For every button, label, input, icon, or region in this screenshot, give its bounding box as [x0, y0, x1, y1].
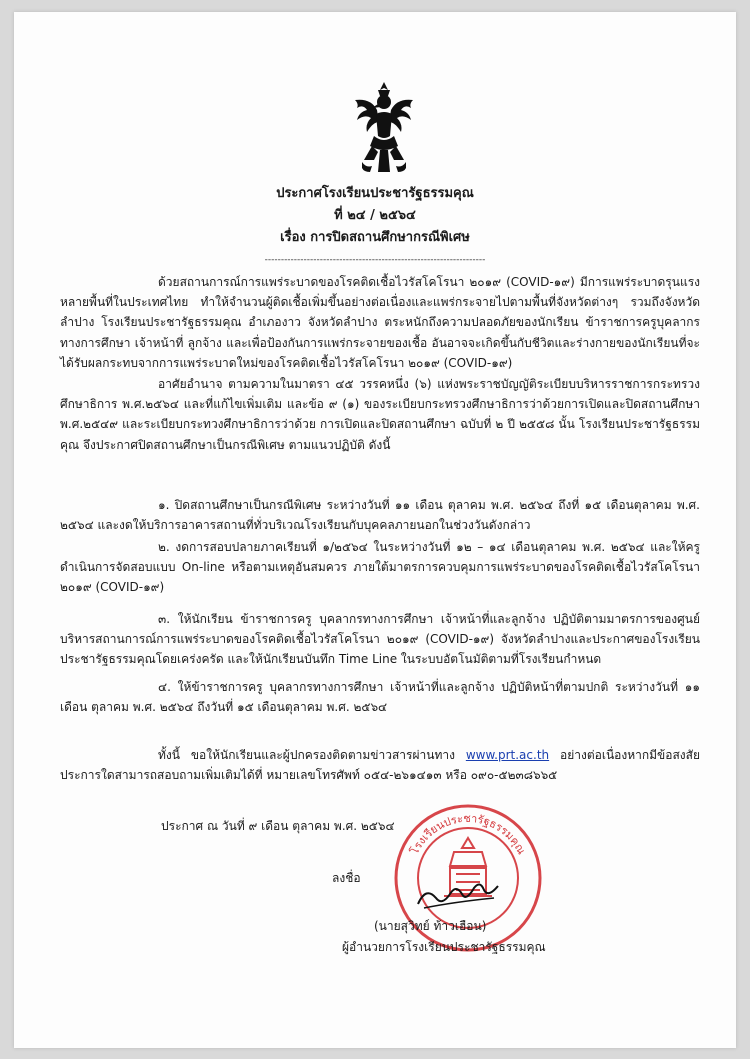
signer-name: (นายสุวิทย์ ท้าวเฮือน): [374, 919, 487, 933]
stamp-school-name: โรงเรียนประชารัฐธรรมคุณ: [407, 811, 529, 857]
announcement-title: ประกาศโรงเรียนประชารัฐธรรมคุณ: [276, 186, 474, 201]
closing-before: ทั้งนี้ ขอให้นักเรียนและผู้ปกครองติดตามข่าวสารผ่านทาง: [158, 748, 455, 762]
closing-after: อย่างต่อเนื่องหากมีข้อสงสัยประการใดสามารถสอบถามเพิ่มเติมได้ที่ หมายเลขโทรศัพท์ ๐๕๔-๒๖๑๔๑๓ หรือ ๐๙๐-๕๒๓๘๖๖๕: [60, 748, 700, 783]
closing-text: [60, 745, 700, 785]
list-item: [60, 677, 700, 717]
intro-text: ด้วยสถานการณ์การแพร่ระบาดของโรคติดเชื้อไวรัสโคโรนา ๒๐๑๙ (COVID-๑๙) มีการแพร่ระบาดรุนแรงหลายพื้นที่ในประเทศไทย ทำให้จำนวนผู้ติดเชื้อเพิ่มขึ้นอย่างต่อเนื่องและแพร่กระจายไปตามพื้นที่จังหวัดต่างๆ รวมถึงจังหวัดลำปาง โรงเรียนประชารัฐธรรมคุณ อำเภองาว จังหวัดลำปาง ตระหนักถึงความปลอดภัยของนักเรียน ข้าราชการครูบุคลากรทางการศึกษา เจ้าหน้าที่ ลูกจ้าง และเพื่อป้องกันการแพร่กระจายของเชื้อ อันอาจจะเกิดขึ้นกับชีวิตและร่างกายของนักเรียนที่จะได้รับผลกระทบจากการแพร่ระบาดใหม่ของโรคติดเชื้อไวรัสโคโรนา ๒๐๑๙ (COVID-๑๙): [60, 275, 700, 370]
signer-position: ผู้อำนวยการโรงเรียนประชารัฐธรรมคุณ: [342, 940, 546, 954]
garuda-emblem-icon: [344, 80, 424, 180]
divider-line: --------------------------------------------------------------------: [264, 255, 486, 265]
authority-text: อาศัยอำนาจ ตามความในมาตรา ๔๕ วรรคหนึ่ง (๖) แห่งพระราชบัญญัติระเบียบบริหารราชการกระทรวงศึกษาธิการ พ.ศ.๒๕๖๔ และที่แก้ไขเพิ่มเติม และข้อ ๙ (๑) ของระเบียบกระทรวงศึกษาธิการว่าด้วยการเปิดและปิดสถานศึกษา พ.ศ.๒๕๔๙ และระเบียบกระทวงศึกษาธิการว่าด้วย การเปิดและปิดสถานศึกษา ฉบับที่ ๒ ปี ๒๕๕๘ นั้น โรงเรียนประชารัฐธรรมคุณ จึงประกาศปิดสถานศึกษาเป็นกรณีพิเศษ ตามแนวปฏิบัติ ดังนี้: [60, 377, 700, 452]
item-4-text: ๔. ให้ข้าราชการครู บุคลากรทางการศึกษา เจ้าหน้าที่และลูกจ้าง ปฏิบัติหน้าที่ตามปกติ ระหว่างวันที่ ๑๑ เดือน ตุลาคม พ.ศ. ๒๕๖๔ ถึงวันที่ ๑๕ เดือนตุลาคม พ.ศ. ๒๕๖๔: [60, 680, 700, 715]
document-page: [14, 12, 736, 1048]
closing-paragraph: [60, 745, 700, 785]
announcement-date: ประกาศ ณ วันที่ ๙ เดือน ตุลาคม พ.ศ. ๒๕๖๔: [161, 819, 395, 833]
item-2-text: ๒. งดการสอบปลายภาคเรียนที่ ๑/๒๕๖๔ ในระหว่างวันที่ ๑๒ – ๑๔ เดือนตุลาคม พ.ศ. ๒๕๖๔ และให้ครูดำเนินการจัดสอบแบบ On-line หรือตามเหตุอันสมควร ภายใต้มาตรการควบคุมการแพร่ระบาดของโรคติดเชื้อไวรัสโคโรนา ๒๐๑๙ (COVID-๑๙): [60, 540, 700, 595]
item-3-text: ๓. ให้นักเรียน ข้าราชการครู บุคลากรทางการศึกษา เจ้าหน้าที่และลูกจ้าง ปฏิบัติตามมาตรการของศูนย์บริหารสถานการณ์การแพร่ระบาดของโรคติดเชื้อไวรัสโคโรนา ๒๐๑๙ (COVID-๑๙) จังหวัดลำปางและประกาศของโรงเรียนประชารัฐธรรมคุณโดยเคร่งครัด และให้นักเรียนบันทึก Time Line ในระบบอัตโนมัติตามที่โรงเรียนกำหนด: [60, 612, 700, 667]
signature-label: ลงชื่อ: [332, 871, 361, 885]
authority-paragraph: [60, 374, 700, 455]
list-item: [60, 495, 700, 535]
announcement-number: ที่ ๒๔ / ๒๕๖๔: [334, 208, 416, 223]
item-1-text: ๑. ปิดสถานศึกษาเป็นกรณีพิเศษ ระหว่างวันที่ ๑๑ เดือน ตุลาคม พ.ศ. ๒๕๖๔ ถึงที่ ๑๕ เดือนตุลาคม พ.ศ. ๒๕๖๔ และงดให้บริการอาคารสถานที่ทั่วบริเวณโรงเรียนกับบุคคลภายนอกในช่วงวันดังกล่าว: [60, 498, 700, 533]
handwritten-signature: [414, 882, 504, 912]
intro-paragraph: [60, 272, 700, 373]
list-item: [60, 537, 700, 598]
list-item: [60, 609, 700, 670]
school-website-link[interactable]: www.prt.ac.th: [465, 748, 550, 762]
announcement-subject: เรื่อง การปิดสถานศึกษากรณีพิเศษ: [280, 230, 470, 245]
